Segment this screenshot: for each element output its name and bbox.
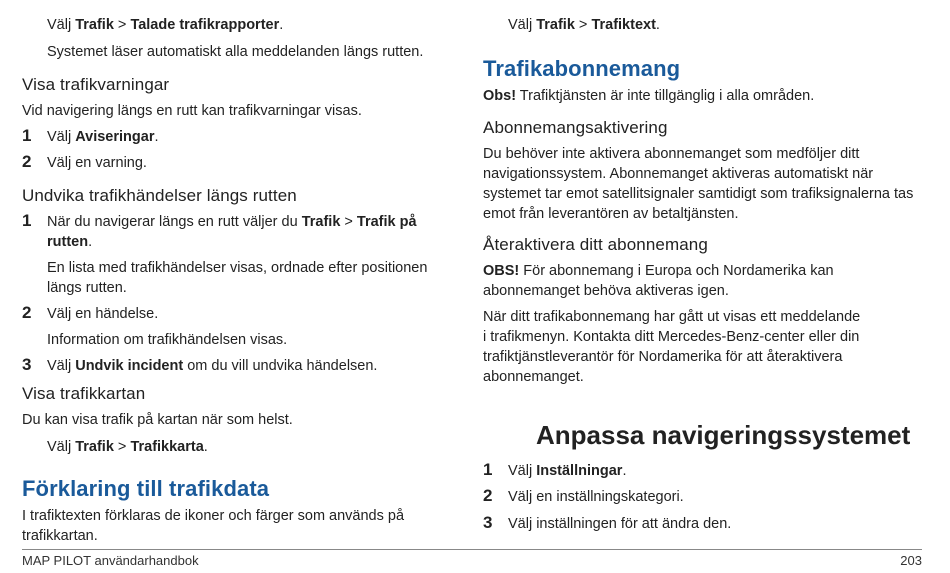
step-text: Välj Aviseringar. bbox=[47, 129, 159, 145]
step-note: En lista med trafikhändelser visas, ordnade efter positionen längs rutten. bbox=[47, 260, 428, 296]
heading-reactivate-subscription: Återaktivera ditt abonnemang bbox=[483, 235, 708, 254]
body-text: När ditt trafikabonnemang har gått ut visas ett meddelande i trafikmenyn. Kontakta ditt Mercedes-Benz-center eller din trafiktjänstleverantör för Nordamerika för att återaktivera abonnemanget. bbox=[483, 309, 861, 385]
footer-divider bbox=[22, 549, 922, 550]
step-number: 3 bbox=[483, 513, 493, 532]
step-text: Välj inställningen för att ändra den. bbox=[508, 516, 732, 532]
step-number: 1 bbox=[22, 126, 32, 145]
step-text: Välj en händelse. bbox=[47, 306, 159, 322]
step-text: Välj Inställningar. bbox=[508, 463, 627, 479]
body-text: Du behöver inte aktivera abonnemanget som medföljer ditt navigationssystem. Abonnemanget aktiveras automatiskt när systemet tar emot satellitsignaler samtidigt som trafiksignalerna tas emot från leverantören av betaltjänsten. bbox=[483, 146, 914, 222]
step-number: 2 bbox=[483, 486, 493, 505]
step-number: 1 bbox=[22, 211, 32, 230]
note-text: OBS! För abonnemang i Europa och Nordamerika kan abonnemanget behöva aktiveras igen. bbox=[483, 263, 834, 299]
heading-avoid-incidents: Undvika trafikhändelser längs rutten bbox=[22, 186, 297, 205]
heading-traffic-subscription: Trafikabonnemang bbox=[483, 56, 681, 81]
step-text: Välj Undvik incident om du vill undvika händelsen. bbox=[47, 358, 378, 374]
heading-traffic-map: Visa trafikkartan bbox=[22, 384, 146, 403]
step-text: Välj Trafik > Talade trafikrapporter. bbox=[47, 17, 284, 33]
heading-traffic-warnings: Visa trafikvarningar bbox=[22, 75, 170, 94]
note-text: Obs! Trafiktjänsten är inte tillgänglig i alla områden. bbox=[483, 88, 815, 104]
step-number: 3 bbox=[22, 355, 32, 374]
heading-subscription-activation: Abonnemangsaktivering bbox=[483, 118, 668, 137]
step-text: Välj Trafik > Trafiktext. bbox=[508, 17, 660, 33]
body-text: I trafiktexten förklaras de ikoner och färger som används på trafikkartan. bbox=[22, 508, 405, 544]
heading-customize-navigation: Anpassa navigeringssystemet bbox=[536, 420, 911, 450]
step-number: 2 bbox=[22, 152, 32, 171]
footer-title: MAP PILOT användarhandbok bbox=[22, 553, 199, 568]
heading-traffic-data: Förklaring till trafikdata bbox=[22, 476, 270, 501]
step-note: Information om trafikhändelsen visas. bbox=[47, 332, 288, 348]
step-number: 1 bbox=[483, 460, 493, 479]
step-text: Välj en varning. bbox=[47, 155, 147, 171]
step-number: 2 bbox=[22, 303, 32, 322]
step-note: Systemet läser automatiskt alla meddelanden längs rutten. bbox=[47, 44, 424, 60]
body-text: Du kan visa trafik på kartan när som helst. bbox=[22, 412, 293, 428]
step-text: Välj en inställningskategori. bbox=[508, 489, 684, 505]
body-text: Vid navigering längs en rutt kan trafikvarningar visas. bbox=[22, 103, 362, 119]
step-text: När du navigerar längs en rutt väljer du Trafik > Trafik på rutten. bbox=[47, 214, 417, 250]
page-number: 203 bbox=[900, 553, 922, 568]
step-text: Välj Trafik > Trafikkarta. bbox=[47, 439, 208, 455]
